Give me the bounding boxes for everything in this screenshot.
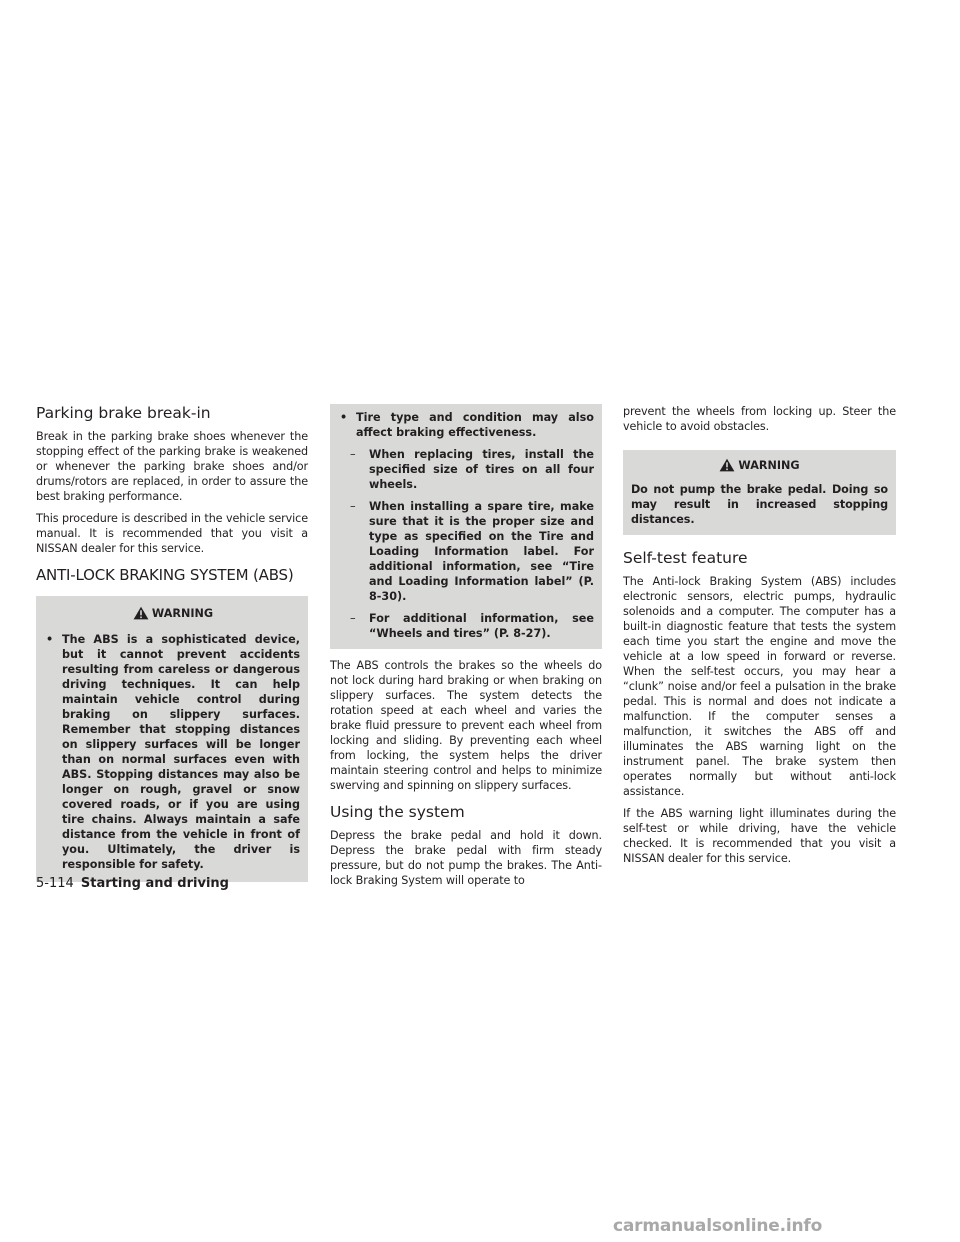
- footer-section-title: Starting and driving: [80, 876, 229, 891]
- tire-sub-item-3-text: For additional information, see “Wheels and tires” (P. 8-27).: [369, 612, 594, 640]
- continued-paragraph: prevent the wheels from locking up. Steer the vehicle to avoid obstacles.: [623, 405, 896, 433]
- column-3: [623, 404, 896, 873]
- parking-brake-paragraph-2: This procedure is described in the vehicle service manual. It is recommended that you visit a NISSAN dealer for this service.: [36, 512, 308, 555]
- column-2: [330, 404, 602, 895]
- watermark-text: carmanualsonline.info: [613, 1216, 823, 1236]
- abs-warning-box: [36, 596, 308, 882]
- warning-triangle-icon: [133, 606, 149, 620]
- page-footer: [36, 876, 229, 891]
- warning-header: [46, 606, 300, 620]
- self-test-paragraph-2: If the ABS warning light illuminates during the self-test or while driving, have the vehicle checked. It is recommended that you visit a NISSAN dealer for this service.: [623, 807, 896, 865]
- tire-bullet-text: Tire type and condition may also affect braking effectiveness.: [356, 411, 594, 439]
- dash-mark: –: [350, 448, 356, 461]
- column-1: [36, 404, 308, 892]
- warning-bullet-text: The ABS is a sophisticated device, but it cannot prevent accidents resulting from careless or dangerous driving techniques. It can help maintain vehicle control during braking on slippery surfaces. Remember that stopping distances on slippery surfaces will be longer than on normal surfaces even with ABS. Stopping distances may also be longer on rough, gravel or snow covered roads, or if you are using tire chains. Always maintain a safe distance from the vehicle in front of you. Ultimately, the driver is responsible for safety.: [62, 633, 300, 871]
- tire-sub-item-3: [340, 611, 594, 641]
- self-test-heading: Self-test feature: [623, 549, 748, 567]
- tire-sub-item-1: [340, 447, 594, 492]
- warning-header: [631, 458, 888, 472]
- dash-mark: –: [350, 612, 356, 625]
- tire-bullet: [340, 410, 594, 440]
- warning-bullet: [46, 632, 300, 872]
- tire-sub-item-2: [340, 499, 594, 604]
- tire-sub-item-1-text: When replacing tires, install the specified size of tires on all four wheels.: [369, 448, 594, 491]
- using-system-heading: Using the system: [330, 803, 465, 821]
- self-test-paragraph-1: The Anti-lock Braking System (ABS) includes electronic sensors, electric pumps, hydraulic solenoids and a computer. The computer has a built-in diagnostic feature that tests the system each time you start the engine and move the vehicle at a low speed in forward or reverse. When the self-test occurs, you may hear a “clunk” noise and/or feel a pulsation in the brake pedal. This is normal and does not indicate a malfunction. If the computer senses a malfunction, it switches the ABS off and illuminates the ABS warning light on the instrument panel. The brake system then operates normally but without anti-lock assistance.: [623, 575, 896, 798]
- tire-warning-box: [330, 404, 602, 649]
- parking-brake-heading: Parking brake break-in: [36, 404, 211, 422]
- bullet-mark: •: [340, 411, 348, 424]
- pump-warning-box: [623, 450, 896, 535]
- pump-warning-text: Do not pump the brake pedal. Doing so may result in increased stopping distances.: [631, 483, 888, 526]
- abs-controls-paragraph: The ABS controls the brakes so the wheels do not lock during hard braking or when braking on slippery surfaces. The system detects the rotation speed at each wheel and varies the brake fluid pressure to prevent each wheel from locking and sliding. By preventing each wheel from locking, the system helps the driver maintain steering control and helps to minimize swerving and spinning on slippery surfaces.: [330, 659, 602, 792]
- warning-triangle-icon: [719, 458, 735, 472]
- tire-sub-item-2-text: When installing a spare tire, make sure that it is the proper size and type as specified on the Tire and Loading Information label. For additional information, see “Tire and Loading Information label” (P. 8-30).: [369, 500, 594, 603]
- dash-mark: –: [350, 500, 356, 513]
- using-system-paragraph: Depress the brake pedal and hold it down. Depress the brake pedal with firm steady pressure, but do not pump the brakes. The Anti-lock Braking System will operate to: [330, 829, 602, 887]
- page-number: 5-114: [36, 876, 74, 891]
- warning-label: WARNING: [151, 606, 214, 620]
- warning-label: WARNING: [738, 458, 800, 472]
- bullet-mark: •: [46, 633, 54, 646]
- abs-section-heading: ANTI-LOCK BRAKING SYSTEM (ABS): [36, 566, 294, 584]
- parking-brake-paragraph-1: Break in the parking brake shoes whenever the stopping effect of the parking brake is weakened or whenever the parking brake shoes and/or drums/rotors are replaced, in order to assure the best braking performance.: [36, 430, 308, 503]
